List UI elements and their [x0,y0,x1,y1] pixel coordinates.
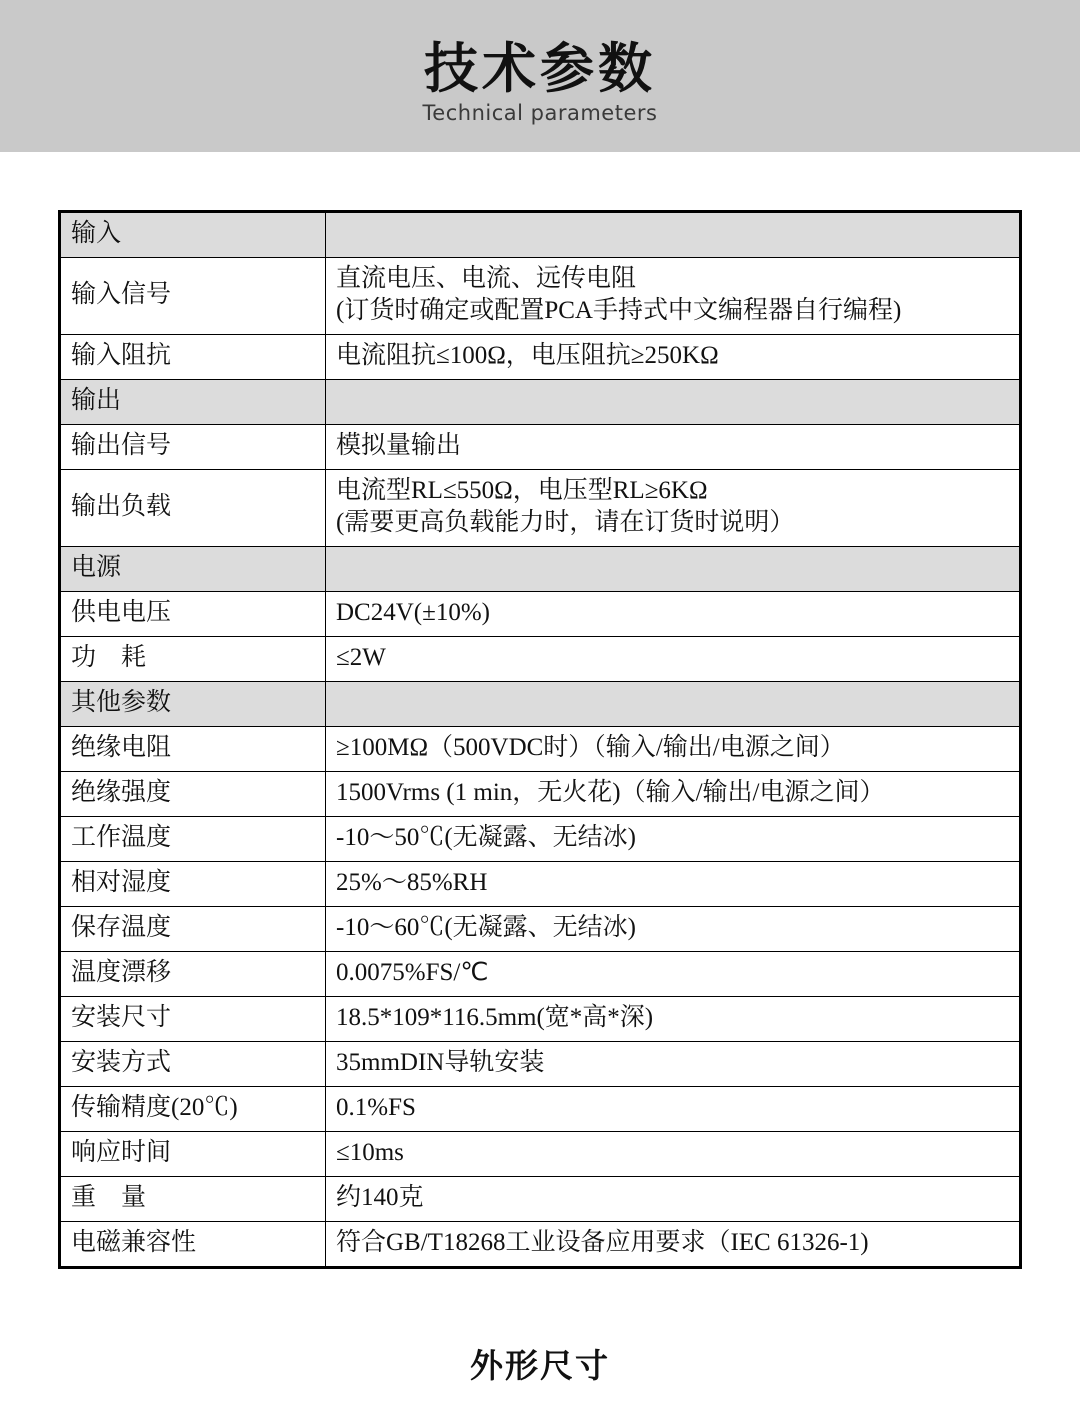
spec-label-cell: 输入 [60,212,326,258]
spec-label-cell: 功 耗 [60,637,326,682]
spec-data-row [60,997,1021,1042]
spec-label-cell: 相对湿度 [60,862,326,907]
spec-value-cell [326,380,1021,425]
spec-section-row [60,380,1021,425]
spec-value-cell [326,425,1021,470]
spec-value-cell [326,637,1021,682]
spec-data-row [60,1132,1021,1177]
spec-value-cell [326,1132,1021,1177]
spec-data-row [60,1087,1021,1132]
spec-data-row [60,952,1021,997]
spec-data-row [60,470,1021,547]
spec-data-row [60,862,1021,907]
spec-label-cell: 输入阻抗 [60,335,326,380]
spec-label-cell: 绝缘电阻 [60,727,326,772]
spec-value-line: ≥100MΩ（500VDC时）（输入/输出/电源之间） [336,734,845,761]
spec-value-line: 模拟量输出 [336,432,462,459]
spec-value-cell [326,862,1021,907]
spec-label-cell: 绝缘强度 [60,772,326,817]
spec-label-cell: 输出信号 [60,425,326,470]
spec-value-cell [326,1042,1021,1087]
spec-section-row [60,547,1021,592]
spec-table-body [60,212,1021,1268]
spec-value-cell [326,335,1021,380]
spec-label-cell: 安装方式 [60,1042,326,1087]
spec-value-line: 25%～85%RH [336,869,488,896]
technical-parameters-table [58,210,1022,1269]
spec-label-cell: 工作温度 [60,817,326,862]
spec-data-row [60,907,1021,952]
spec-label-cell: 电磁兼容性 [60,1222,326,1268]
spec-value-line: 0.0075%FS/℃ [336,959,489,986]
spec-label-cell: 传输精度(20℃) [60,1087,326,1132]
page-subtitle: Technical parameters [422,101,658,126]
spec-data-row [60,1042,1021,1087]
spec-data-row [60,772,1021,817]
spec-value-line: -10～50℃(无凝露、无结冰) [336,824,636,851]
spec-data-row [60,258,1021,335]
spec-label-cell: 输入信号 [60,258,326,335]
spec-data-row [60,637,1021,682]
spec-value-cell [326,817,1021,862]
spec-value-cell [326,592,1021,637]
spec-value-cell [326,772,1021,817]
spec-data-row [60,335,1021,380]
spec-value-line: 18.5*109*116.5mm(宽*高*深) [336,1004,654,1031]
spec-value-line: ≤10ms [336,1139,404,1166]
spec-value-line: 0.1%FS [336,1094,416,1121]
spec-data-row [60,1222,1021,1268]
spec-value-line: 电流型RL≤550Ω，电压型RL≥6KΩ [336,477,708,504]
spec-value-line: -10～60℃(无凝露、无结冰) [336,914,636,941]
spec-value-cell [326,470,1021,547]
spec-value-cell [326,212,1021,258]
spec-label-cell: 重 量 [60,1177,326,1222]
spec-value-cell [326,547,1021,592]
spec-value-cell [326,1087,1021,1132]
spec-value-line: ≤2W [336,644,386,671]
spec-data-row [60,727,1021,772]
spec-label-cell: 响应时间 [60,1132,326,1177]
spec-label-cell: 电源 [60,547,326,592]
spec-label-cell: 输出负载 [60,470,326,547]
spec-data-row [60,1177,1021,1222]
page-header-banner [0,0,1080,152]
spec-value-line: 电流阻抗≤100Ω，电压阻抗≥250KΩ [336,342,719,369]
spec-value-cell [326,682,1021,727]
spec-value-cell [326,907,1021,952]
spec-value-line: 35mmDIN导轨安装 [336,1049,545,1076]
spec-value-line: DC24V(±10%) [336,599,490,626]
spec-value-line: 约140克 [336,1184,424,1211]
spec-value-cell [326,1177,1021,1222]
spec-value-cell [326,997,1021,1042]
spec-value-cell [326,727,1021,772]
spec-value-cell [326,1222,1021,1268]
spec-value-cell [326,258,1021,335]
spec-section-row [60,212,1021,258]
spec-data-row [60,817,1021,862]
spec-label-cell: 温度漂移 [60,952,326,997]
spec-data-row [60,425,1021,470]
spec-section-row [60,682,1021,727]
spec-table-container [58,210,1022,1269]
spec-label-cell: 安装尺寸 [60,997,326,1042]
spec-label-cell: 供电电压 [60,592,326,637]
footer-caption: 外形尺寸 [470,1346,610,1385]
spec-value-line: 符合GB/T18268工业设备应用要求（IEC 61326-1) [336,1229,869,1256]
spec-label-cell: 输出 [60,380,326,425]
spec-data-row [60,592,1021,637]
spec-label-cell: 保存温度 [60,907,326,952]
spec-value-line: (订货时确定或配置PCA手持式中文编程器自行编程) [336,297,902,324]
page-title: 技术参数 [424,36,656,100]
spec-value-line: (需要更高负载能力时，请在订货时说明） [336,509,795,536]
spec-value-cell [326,952,1021,997]
spec-label-cell: 其他参数 [60,682,326,727]
spec-value-line: 1500Vrms (1 min，无火花)（输入/输出/电源之间） [336,779,885,806]
spec-value-line: 直流电压、电流、远传电阻 [336,265,637,292]
